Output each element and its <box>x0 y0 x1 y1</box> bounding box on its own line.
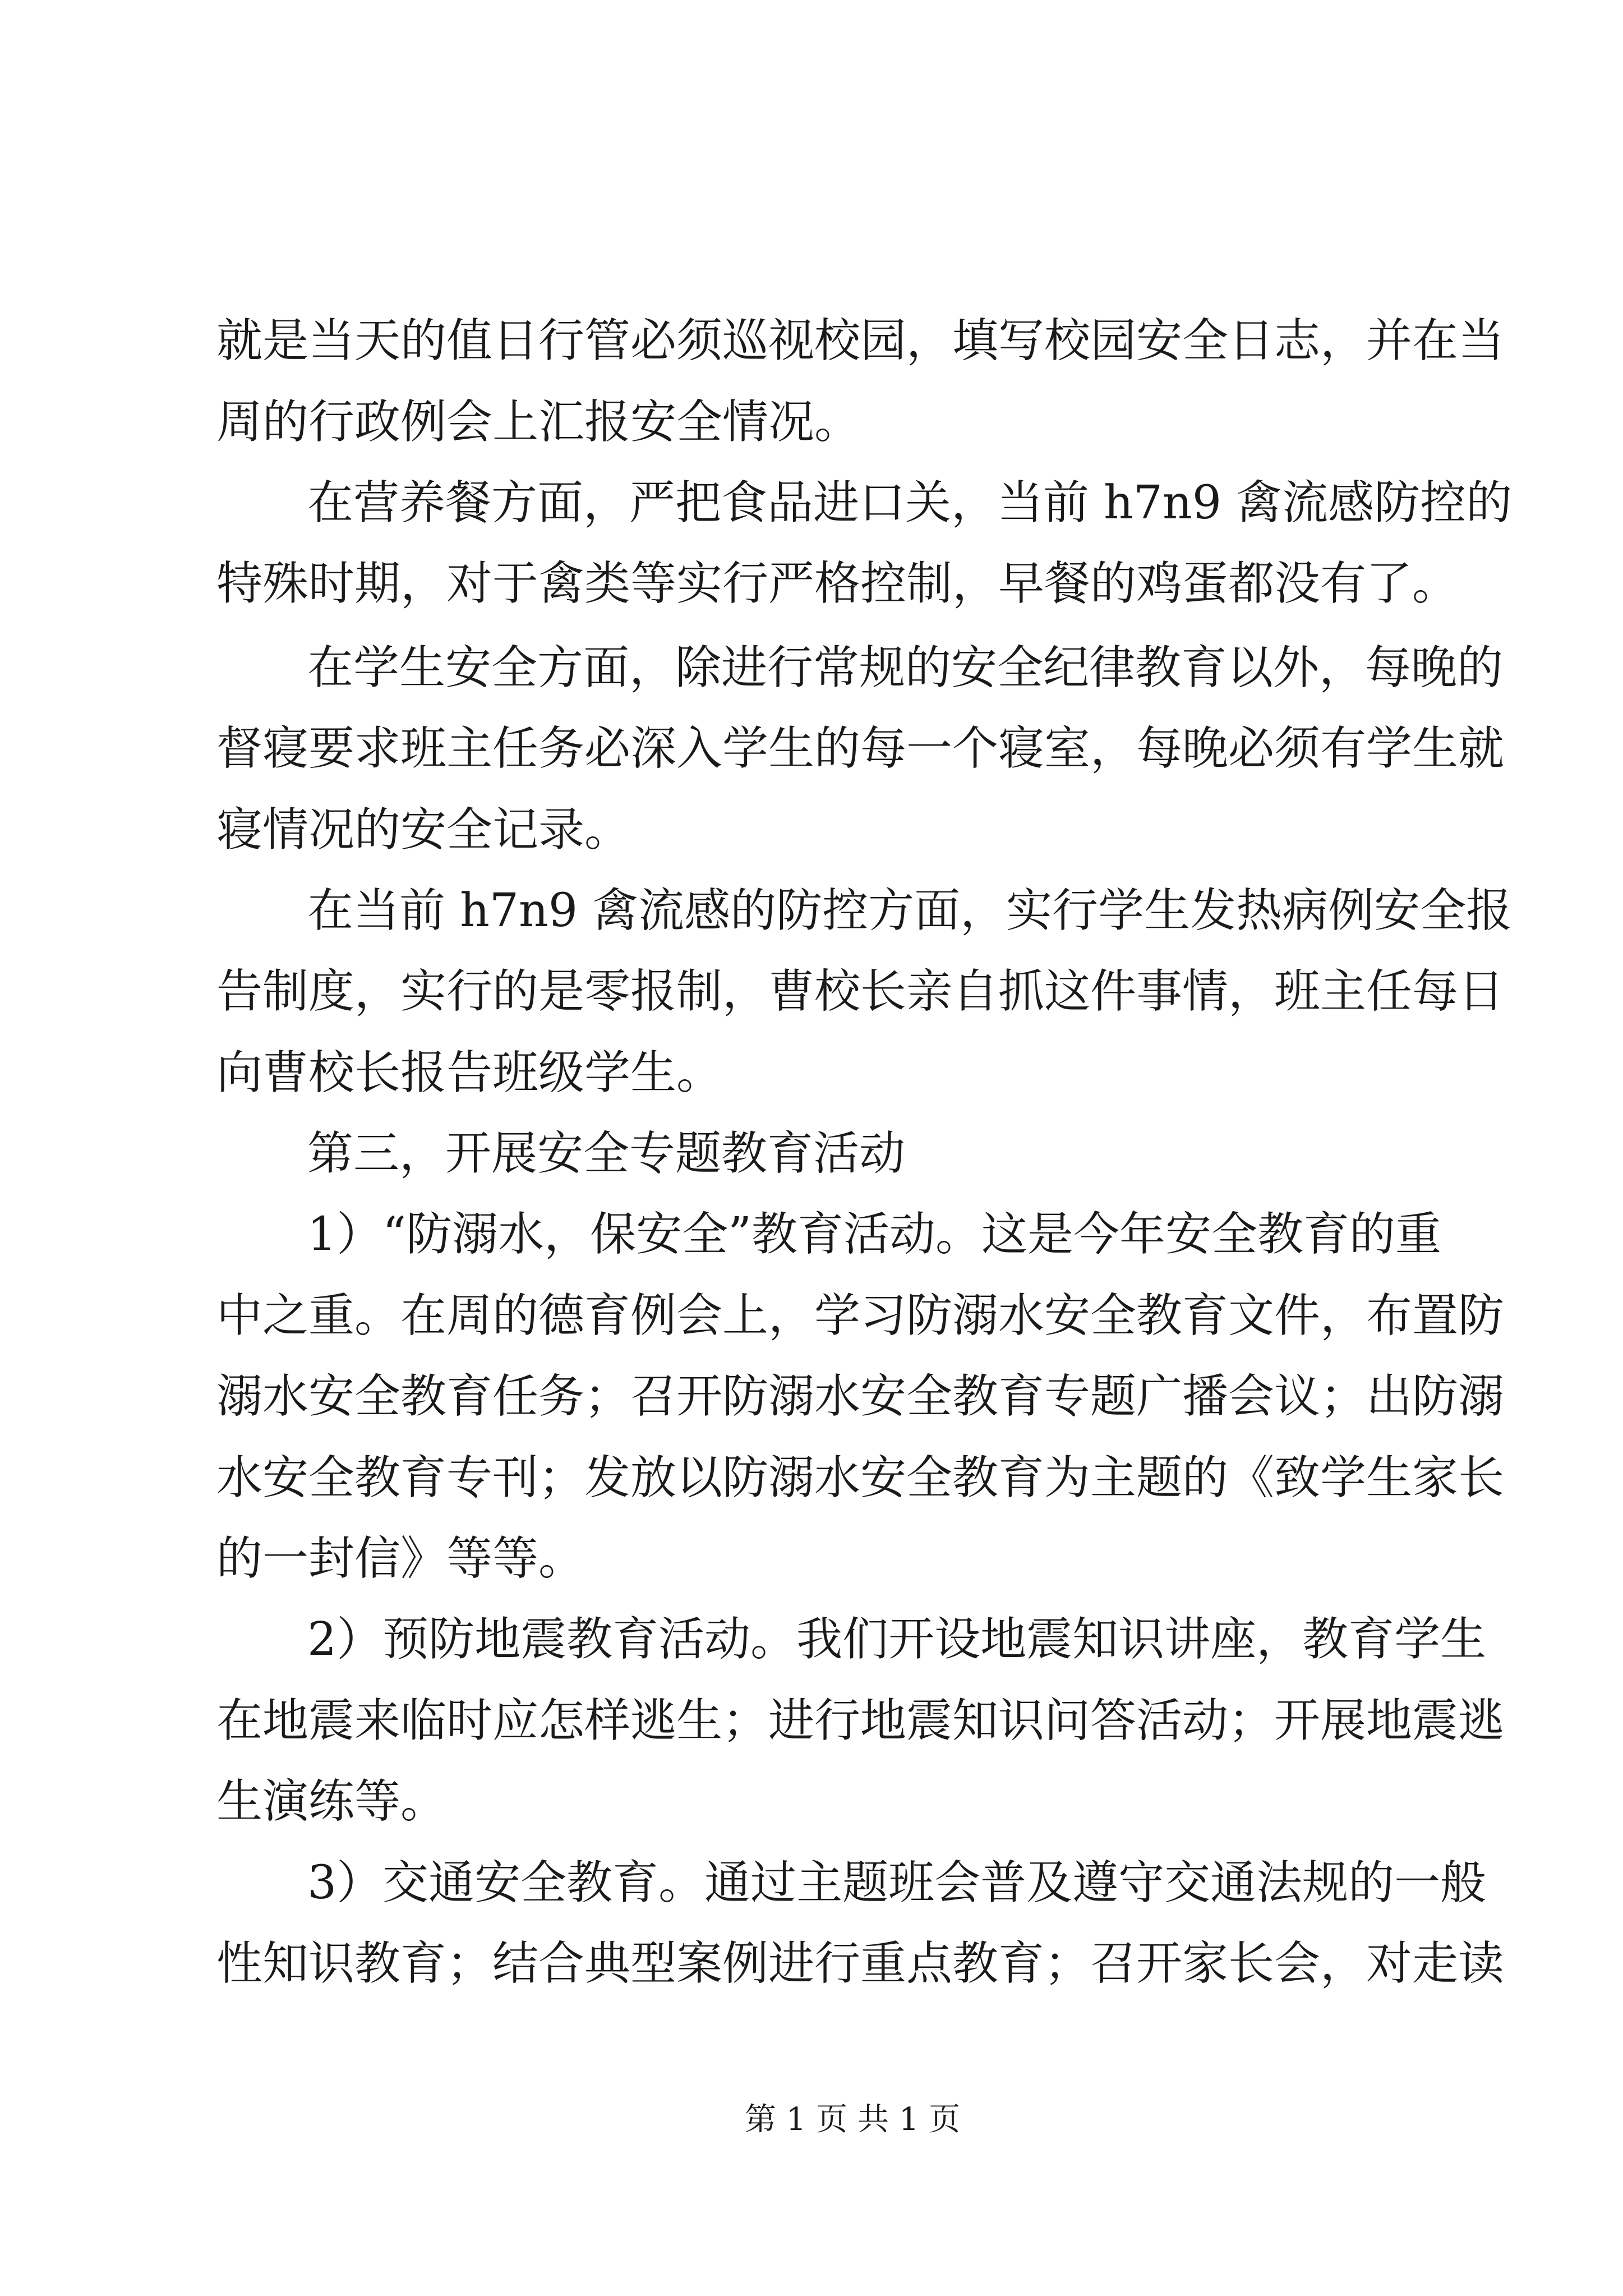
text-line: 特殊时期，对于禽类等实行严格控制，早餐的鸡蛋都没有了。 <box>216 557 1459 610</box>
text-line: 周的行政例会上汇报安全情况。 <box>216 395 861 449</box>
text-line: 告制度，实行的是零报制，曹校长亲自抓这件事情，班主任每日 <box>216 965 1505 1018</box>
paragraph-start-line: 在当前 h7n9 禽流感的防控方面，实行学生发热病例安全报 <box>307 884 1513 937</box>
text-line: 水安全教育专刊；发放以防溺水安全教育为主题的《致学生家长 <box>216 1451 1505 1504</box>
text-line: 寝情况的安全记录。 <box>216 803 631 857</box>
paragraph-start-line: 1）“防溺水，保安全”教育活动。这是今年安全教育的重 <box>307 1208 1442 1261</box>
text-line: 就是当天的值日行管必须巡视校园，填写校园安全日志，并在当 <box>216 314 1505 367</box>
paragraph-start-line: 2）预防地震教育活动。我们开设地震知识讲座，教育学生 <box>307 1613 1487 1666</box>
text-line: 督寝要求班主任务必深入学生的每一个寝室，每晚必须有学生就 <box>216 722 1505 775</box>
text-line: 的一封信》等等。 <box>216 1532 585 1585</box>
text-line: 生演练等。 <box>216 1775 447 1828</box>
page-footer: 第 1 页 共 1 页 <box>745 2101 961 2138</box>
text-line: 性知识教育；结合典型案例进行重点教育；召开家长会，对走读 <box>216 1937 1505 1990</box>
text-line: 溺水安全教育任务；召开防溺水安全教育专题广播会议；出防溺 <box>216 1370 1505 1423</box>
paragraph-start-line: 在学生安全方面，除进行常规的安全纪律教育以外，每晚的 <box>307 641 1504 694</box>
text-line: 在地震来临时应怎样逃生；进行地震知识问答活动；开展地震逃 <box>216 1694 1505 1747</box>
section-heading: 第三，开展安全专题教育活动 <box>307 1127 906 1180</box>
paragraph-start-line: 3）交通安全教育。通过主题班会普及遵守交通法规的一般 <box>307 1856 1487 1910</box>
paragraph-start-line: 在营养餐方面，严把食品进口关，当前 h7n9 禽流感防控的 <box>307 476 1513 530</box>
text-line: 向曹校长报告班级学生。 <box>216 1046 723 1099</box>
text-line: 中之重。在周的德育例会上，学习防溺水安全教育文件，布置防 <box>216 1289 1505 1342</box>
